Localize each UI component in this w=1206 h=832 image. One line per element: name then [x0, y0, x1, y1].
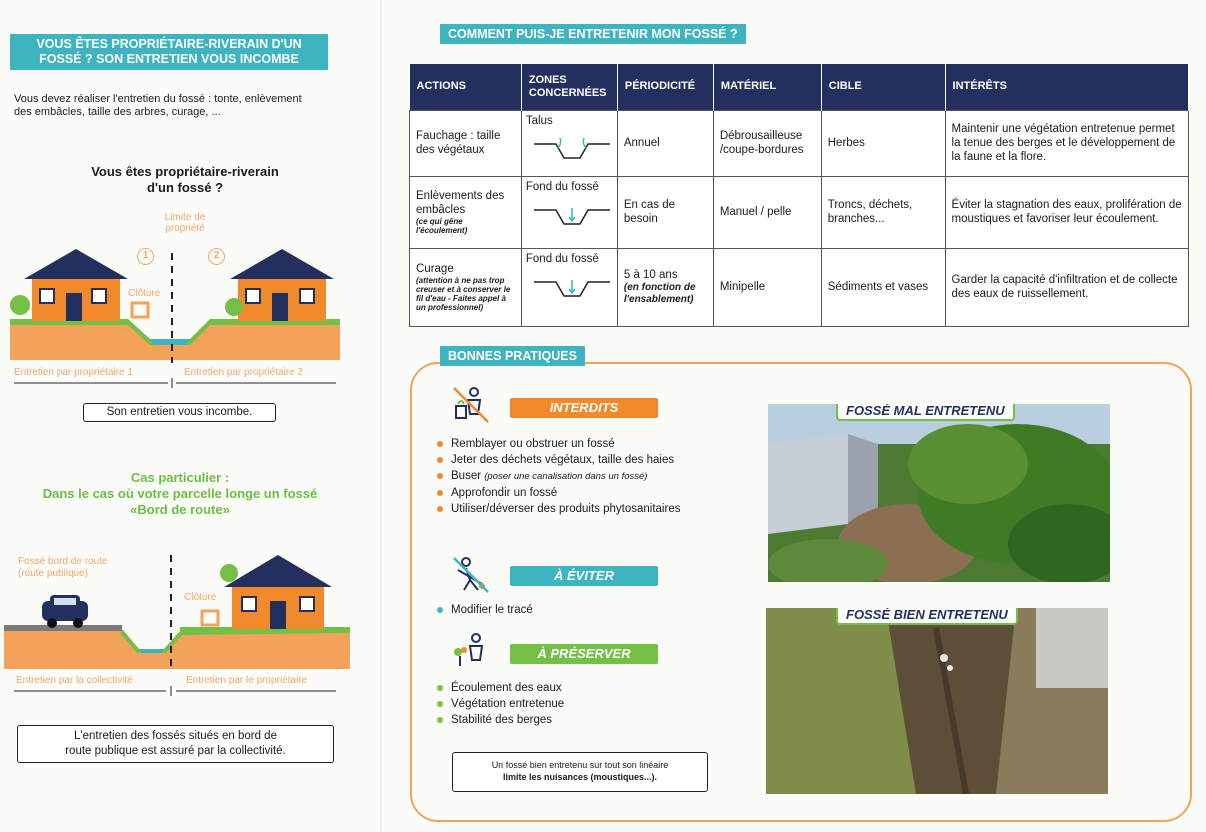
action-text: Enlèvements des embâcles: [416, 190, 505, 216]
gardening-person-icon: [450, 632, 488, 670]
cell-cible: Sédiments et vases: [821, 248, 945, 326]
maint-arrows-2: [10, 686, 340, 696]
zone-text: Fond du fossé: [525, 252, 599, 265]
two-houses-illustration: [10, 235, 340, 365]
list-item: [435, 501, 735, 517]
item-text: Jeter des déchets végétaux, taille des haies: [451, 454, 675, 466]
maintenance-table: [409, 64, 1189, 327]
left-panel: [0, 0, 355, 832]
list-item: [435, 696, 715, 712]
list-item: [435, 436, 735, 452]
header-interets: INTÉRÊTS: [945, 64, 1188, 110]
box-collectivite: [17, 725, 334, 763]
cell-action: [410, 110, 522, 176]
list-item: [435, 452, 735, 468]
cell-interets: Maintenir une végétation entretenue permet la tenue des berges et le développement de la faune et la flore.: [945, 110, 1188, 176]
fold-line: [380, 0, 382, 832]
list-item: [435, 712, 715, 728]
owner-1-marker: 1: [137, 248, 154, 265]
forbidden-person-icon: [452, 386, 490, 424]
ditch-bottom-icon: [532, 200, 612, 228]
cell-zone: [521, 110, 617, 176]
road-label-line1: Fossé bord de route: [18, 556, 108, 567]
item-note: (poser une canalisation dans un fossé): [484, 471, 648, 482]
list-item: [435, 468, 735, 485]
header-zones: ZONES CONCERNÉES: [521, 64, 617, 110]
action-text: Fauchage : taille des végétaux: [416, 130, 501, 156]
zone-text: Fond du fossé: [525, 180, 599, 193]
cell-materiel: Minipelle: [713, 248, 821, 326]
table-title: COMMENT PUIS-JE ENTRETENIR MON FOSSÉ ?: [440, 24, 746, 44]
left-title: [10, 34, 328, 70]
maint-arrows: [10, 378, 340, 388]
header-materiel: MATÉRIEL: [713, 64, 821, 110]
cell-period: [617, 110, 713, 176]
item-text: Utiliser/déverser des produits phytosanitaires: [451, 503, 681, 515]
period-note: (en fonction de l'ensablement): [623, 282, 696, 305]
maint-owner1-label: Entretien par propriétaire 1: [14, 367, 133, 378]
road-label-line2: (route publique): [18, 568, 89, 579]
item-text: Écoulement des eaux: [451, 682, 562, 694]
cell-zone: [521, 248, 617, 326]
maint-proprietaire-label: Entretien par le propriétaire: [186, 675, 308, 686]
bonnes-pratiques-title: BONNES PRATIQUES: [440, 346, 585, 366]
cell-action: [410, 176, 522, 248]
period-text: 5 à 10 ans: [623, 269, 678, 281]
maint-owner2-label: Entretien par propriétaire 2: [184, 367, 303, 378]
preserver-list: [435, 680, 715, 728]
period-text: Annuel: [623, 137, 660, 149]
table-row: [410, 176, 1189, 248]
header-cible: CIBLE: [821, 64, 945, 110]
table-row: [410, 248, 1189, 326]
road-house-illustration: [4, 545, 350, 673]
cell-interets: Éviter la stagnation des eaux, prolifération de moustiques et favoriser leur écoulement.: [945, 176, 1188, 248]
cell-cible: Troncs, déchets, branches...: [821, 176, 945, 248]
item-text: Végétation entretenue: [451, 698, 565, 710]
interdits-banner: INTERDITS: [510, 398, 658, 418]
cell-period: [617, 176, 713, 248]
cell-materiel: Débrousailleuse /coupe-bordures: [713, 110, 821, 176]
eviter-list: [435, 602, 715, 618]
note-box: [452, 752, 708, 792]
action-text: Curage: [416, 263, 454, 275]
cas-line1: Cas particulier :: [130, 470, 230, 485]
photo1-label: FOSSÉ MAL ENTRETENU: [836, 404, 1015, 421]
left-intro: Vous devez réaliser l'entretien du fossé : tonte, enlèvement des embâcles, taille des arbres, curage, ...: [14, 93, 302, 118]
box2-line1: L'entretien des fossés situés en bord de: [74, 730, 277, 742]
owner-2-marker: 2: [208, 248, 225, 265]
list-item: [435, 680, 715, 696]
photo2-label: FOSSÉ BIEN ENTRETENU: [836, 608, 1018, 625]
cell-cible: Herbes: [821, 110, 945, 176]
preserver-banner: À PRÉSERVER: [510, 644, 658, 664]
left-subtitle-line2: d'un fossé ?: [146, 180, 224, 195]
item-text: Remblayer ou obstruer un fossé: [451, 438, 615, 450]
ditch-talus-icon: [532, 134, 612, 162]
action-note: (attention à ne pas trop creuser et à conserver le fil d'eau - Faites appel à un professionnel): [416, 276, 511, 312]
cas-particulier: [20, 470, 340, 518]
item-text: Buser: [451, 470, 482, 482]
item-text: Approfondir un fossé: [451, 487, 558, 499]
table-header-row: [410, 64, 1189, 110]
interdits-list: [435, 436, 735, 517]
box2-line2: route publique est assuré par la collectivité.: [65, 745, 286, 757]
property-limit-label: [150, 212, 220, 234]
period-text: En cas de besoin: [623, 199, 676, 225]
left-title-line2: FOSSÉ ? SON ENTRETIEN VOUS INCOMBE: [39, 52, 299, 66]
cell-period: [617, 248, 713, 326]
left-subtitle: [60, 164, 310, 196]
cas-line2: Dans le cas où votre parcelle longe un fossé: [42, 486, 318, 501]
box-entretien-incombe: Son entretien vous incombe.: [83, 403, 276, 422]
limit-line2: propriété: [165, 223, 205, 234]
left-subtitle-line1: Vous êtes propriétaire-riverain: [91, 164, 279, 179]
cell-materiel: Manuel / pelle: [713, 176, 821, 248]
photo-well-maintained: [766, 608, 1108, 794]
note-line2: limite les nuisances (moustiques...).: [502, 772, 658, 782]
limit-line1: Limite de: [164, 212, 206, 223]
header-periodicite: PÉRIODICITÉ: [617, 64, 713, 110]
header-actions: ACTIONS: [410, 64, 522, 110]
cell-zone: [521, 176, 617, 248]
table-row: [410, 110, 1189, 176]
list-item: [435, 602, 715, 618]
zone-text: Talus: [525, 114, 553, 127]
note-line1: Un fossé bien entretenu sur tout son linéaire: [491, 760, 669, 770]
cell-interets: Garder la capacité d'infiltration et de collecte des eaux de ruissellement.: [945, 248, 1188, 326]
item-text: Modifier le tracé: [451, 604, 533, 616]
cloture-label-2: Clôture: [184, 592, 217, 603]
clean-ditch-image: [766, 608, 1108, 794]
overgrown-ditch-image: [768, 404, 1110, 582]
cloture-label: Clôture: [128, 288, 161, 299]
action-note: (ce qui gêne l'écoulement): [416, 217, 468, 235]
digging-person-icon: [452, 556, 490, 594]
photo-poorly-maintained: [768, 404, 1110, 582]
list-item: [435, 485, 735, 501]
left-title-line1: VOUS ÊTES PROPRIÉTAIRE-RIVERAIN D'UN: [36, 37, 302, 51]
maint-collectivite-label: Entretien par la collectivité: [16, 675, 133, 686]
cell-action: [410, 248, 522, 326]
ditch-bottom-icon: [532, 272, 612, 300]
item-text: Stabilité des berges: [451, 714, 553, 726]
eviter-banner: À ÉVITER: [510, 566, 658, 586]
cas-line3: «Bord de route»: [130, 502, 230, 517]
